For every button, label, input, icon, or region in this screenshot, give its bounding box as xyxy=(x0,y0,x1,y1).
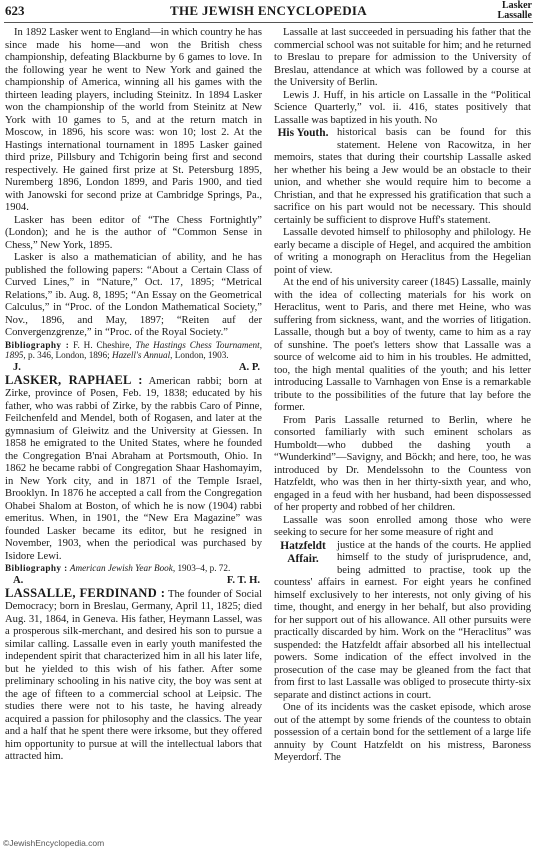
entry-lassalle-ferdinand xyxy=(5,587,262,764)
page-number: 623 xyxy=(5,3,25,18)
signature-right: F. T. H. xyxy=(226,574,260,586)
entry-text: The founder of Social Democracy; born in Breslau, Germany, April 11, 1825; died Aug. 31, 1864, in Geneva. His father, Heymann Lassel, was a prosperous silk-merchant, and desired his son to pursue a similar calling. Lassalle even in early youth manifested the independent spirit that characterized him in all his later life, but he yielded to this wish of his father. After some preliminary schooling in his native city, the boy was sent at the age of fifteen to a commercial school at Leipsic. The studies there were not to his taste, he having already acquired a passion for philosophy and the classics. The year and a half that he spent there were irksome, but they offered him opportunity to pursue at will the intellectual labors that attracted him. xyxy=(5,588,262,762)
bibliography: Bibliography : F. H. Cheshire, The Hastings Chess Tournament, 1895, p. 346, London, 1896; Hazell's Annual, London, 1903. xyxy=(5,339,262,360)
side-heading-hatzfeldt-affair: Hatzfeldt Affair. xyxy=(280,539,326,565)
paragraph-continued: justice at the hands of the courts. He applied himself to the study of jurisprudence, and, being admitted to practise, took up the countess' affairs in earnest. For eight years he confined himself exclusively to her interests, not only giving of his time, thought, and energy in her behalf, but also providing for her support out of his allowance. All other pursuits were practically discarded by him. Work on the “Heraclitus” was suspended: the Hatzfeldt affair absorbed all his intellectual powers. Some indication of the effect involved in the prosecution of the case may be gleaned from the fact that from first to last Lassalle was obliged to prosecute thirty-six separate and distinct actions in court. xyxy=(274,539,531,701)
paragraph: Lassalle at last succeeded in persuading his father that the commercial school was not suitable for him; and he returned to Breslau to prepare for admission to the University of Breslau, attendance at which was followed by a course at the University of Berlin. xyxy=(274,27,531,88)
paragraph: From Paris Lassalle returned to Berlin, where he consorted familiarly with such eminent scholars as Humboldt—who dubbed the dashing youth a “Wunderkind”—Savigny, and Böckh; and here, too, he was introduced by Dr. Mendelssohn to the Countess von Hatzfeldt, who was then in her thirty-sixth year, and who, engaged in a feud with her husband, had been dispossessed of her property and robbed of her children. xyxy=(274,414,531,513)
paragraph: Lasker has been editor of “The Chess Fortnightly” (London); and he is the author of “Common Sense in Chess,” New York, 1895. xyxy=(5,214,262,251)
entry-text: American rabbi; born at Zirke, province of Posen, Feb. 19, 1838; educated by his father, who was rabbi of Zirke, by the rabbis Caro of Pinne, Feilchenfeld and Mendel, both of Rogasen, and later at the gymnasium of Gleiwitz and the University at Giessen. In 1858 he emigrated to the United States, where he founded the Congregation B'nai Abraham at Portsmouth, Ohio. In 1862 he became rabbi of Congregation Shaar Hashomayim, in New York city, and in 1871 of the Temple Israel, Brooklyn. In 1876 he accepted a call from the Congregation Ohabei Shalom at Boston, of which he is now (1904) rabbi emeritus. When, in 1901, the “New Era Magazine” was founded Lasker became its editor, but he resigned in November, 1903, when the periodical was purchased by Isidore Lewi. xyxy=(5,375,262,562)
header-rule xyxy=(4,22,533,23)
signature-left: J. xyxy=(13,361,21,373)
cited-title: The Hastings Chess Tournament, 1895 xyxy=(5,339,262,360)
paragraph: Lassalle was soon enrolled among those who were seeking to secure for her some measure of right and xyxy=(274,514,531,538)
paragraph-continued: historical basis can be found for this statement. Helene von Racowitza, in her memoirs, states that during their courtship Lassalle asked her whether his being a Jew would be an obstacle to their union, and whether she would require him to become a Christian, and that he expressed his gratification that such a sacrifice on his part would not be necessary. This should certainly be sufficient to disprove Huff's statement. xyxy=(274,127,531,226)
right-column xyxy=(274,27,531,765)
paragraph: Lassalle devoted himself to philosophy and philology. He early became a disciple of Hegel, and acquired the ambition of writing a monograph on Heraclitus from the Hegelian point of view. xyxy=(274,227,531,276)
page-header xyxy=(0,0,537,24)
paragraph: Lasker is also a mathematician of ability, and he has published the following papers: “About a Certain Class of Curved Lines,” in “Nature,” Oct. 17, 1895; “Metrical Relations,” ib. Aug. 8, 1895; “An Essay on the Geometrical Calculus,” in “Proc. of the London Mathematical Society,” Nov., 1896, and May, 1897; “Reiten auf der Convergenzgrenze,” in “Proc. of the Royal Society.” xyxy=(5,252,262,338)
side-heading-his-youth: His Youth. xyxy=(277,127,329,139)
entry-lasker-raphael xyxy=(5,374,262,564)
bibliography-label: Bibliography : xyxy=(5,339,70,350)
bibliography: Bibliography : American Jewish Year Book, 1903–4, p. 72. xyxy=(5,563,231,573)
guide-words xyxy=(498,1,532,21)
signature-left: A. xyxy=(13,574,24,586)
paragraph: At the end of his university career (1845) Lassalle, mainly with the idea of collecting materials for his work on Heraclitus, went to Paris, and there met Heine, who was suffering from sickness, want, and the worries of litigation. Lassalle, though but a boy of twenty, came to him as a ray of sunshine. The poet's letters show that Lassalle was a source of welcome aid to him in his troubles. He admitted, too, the high mental qualities of the youth; and his letter introducing Lassalle to Varnhagen von Ense is a remarkable tribute to the possibilities of the future that lay before the former. xyxy=(274,277,531,413)
signature-right: A. P. xyxy=(238,361,260,373)
watermark: ©JewishEncyclopedia.com xyxy=(3,838,105,848)
paragraph: Lewis J. Huff, in his article on Lassalle in the “Political Science Quarterly,” vol. ii. 416, states positively that Lassalle was baptized in his youth. No xyxy=(274,89,531,126)
guide-word-bottom: Lassalle xyxy=(497,10,532,21)
bibliography-label: Bibliography : xyxy=(5,563,68,573)
paragraph: In 1892 Lasker went to England—in which country he has since made his home—and won the British chess championship, defeating Blackburne by 6 games to love. In the following year he went to New York and gained the championship of America, winning all his games with the thirteen leading players, including Steinitz. In 1894 Lasker won the championship of the world from Steinitz at New York with 10 games to 5, and at the return match in Moscow, in 1896, his score was: won 10; lost 2. At the Hastings international tournament in 1895 Lasker gained third prize, Pillsbury and Tchigorin being first and second respectively. He gained first prize at St. Petersburg 1895, Nuremberg 1896, London 1899, and Paris 1900, and tied with Janowski for second prize at Cambridge Springs, Pa., 1904. xyxy=(5,27,263,213)
cited-title: Hazell's Annual xyxy=(111,350,171,360)
left-column xyxy=(5,27,262,764)
running-title: THE JEWISH ENCYCLOPEDIA xyxy=(170,3,367,18)
cited-title: American Jewish Year Book xyxy=(69,563,173,573)
entry-heading: LASSALLE, FERDINAND : xyxy=(5,585,166,600)
paragraph: One of its incidents was the casket episode, which arose out of the attempt by some friends of the countess to obtain possession of a certain bond for the settlement of a large life annuity by Count Hatzfeldt on his mistress, Baroness Meyerdorf. The xyxy=(274,702,531,763)
guide-word-top: Lasker xyxy=(502,0,532,11)
entry-heading: LASKER, RAPHAEL : xyxy=(5,372,143,387)
